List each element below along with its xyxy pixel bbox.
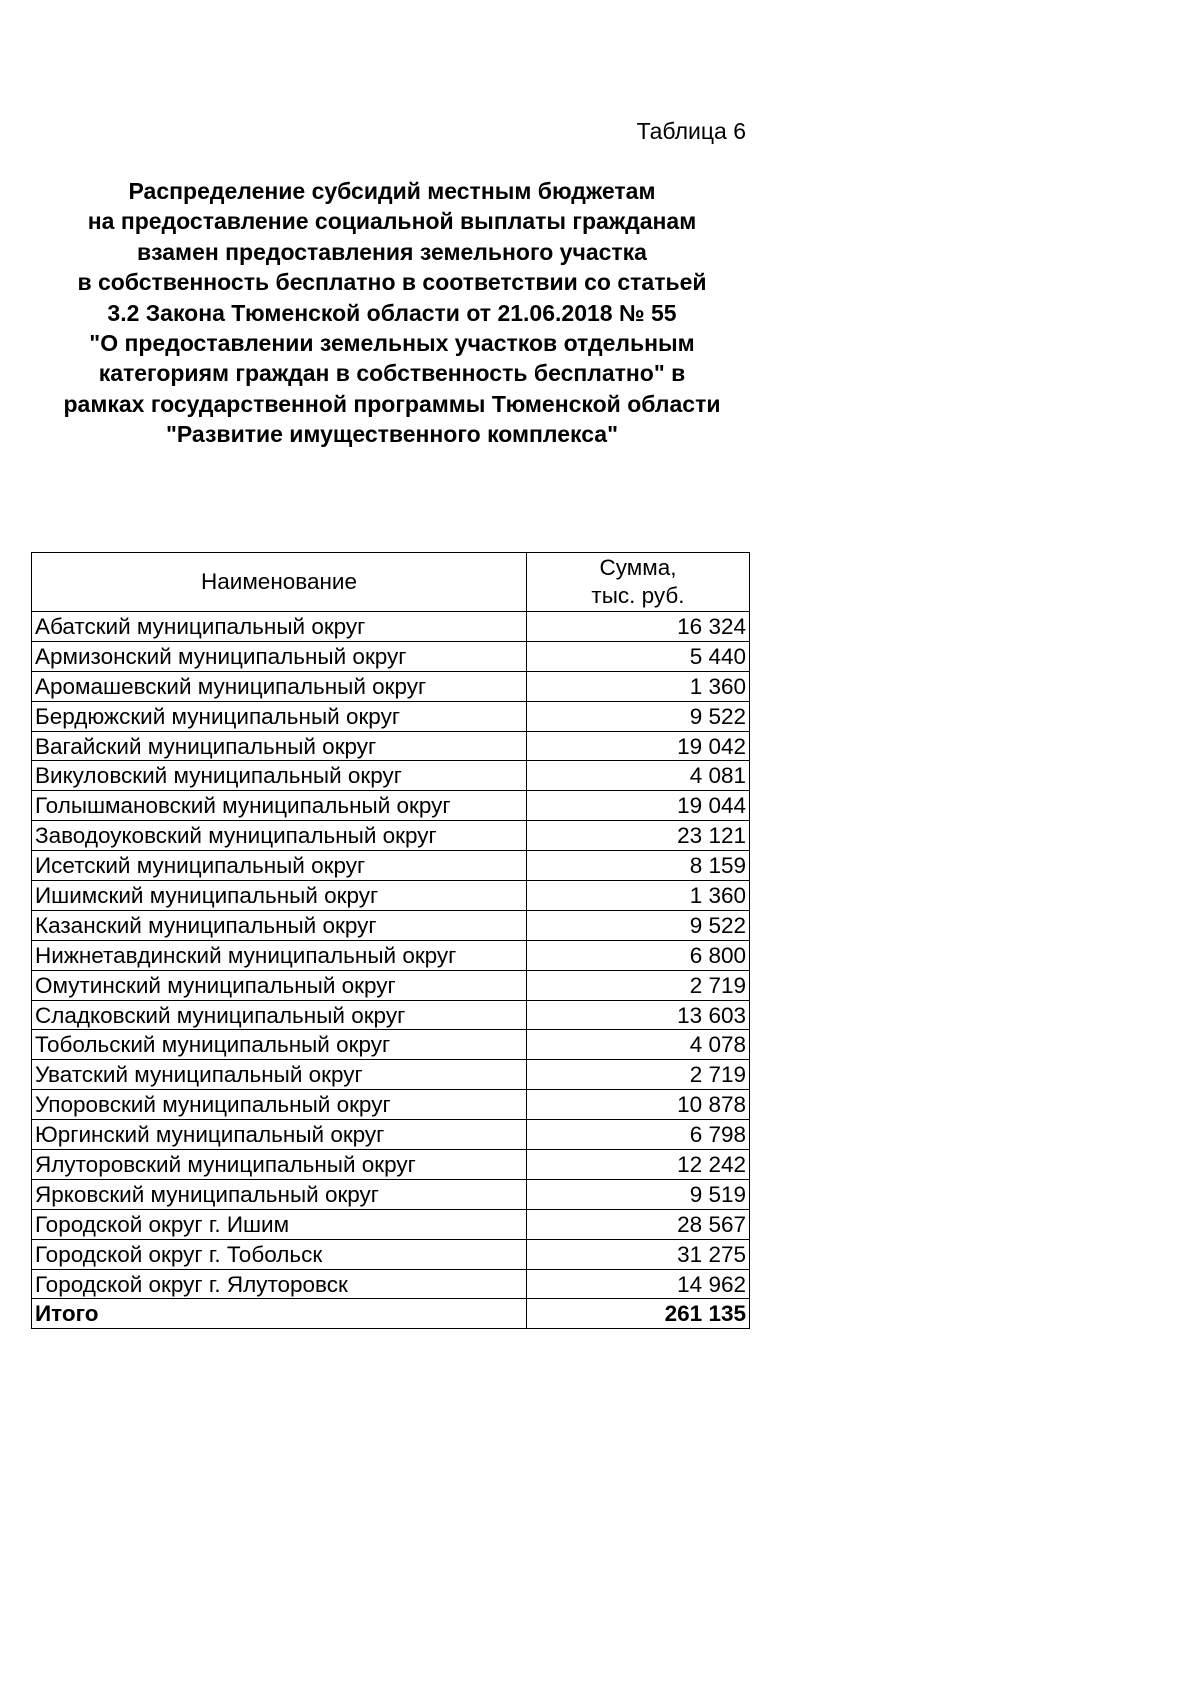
table-row: [32, 641, 750, 671]
row-sum: 10 878: [527, 1090, 750, 1120]
row-sum: 1 360: [527, 671, 750, 701]
header-sum-line2: тыс. руб.: [591, 583, 685, 608]
row-name: Ишимский муниципальный округ: [32, 881, 527, 911]
row-sum: 1 360: [527, 881, 750, 911]
table-row: [32, 910, 750, 940]
title-line: "О предоставлении земельных участков отдельным: [89, 330, 695, 357]
row-sum: 6 800: [527, 940, 750, 970]
table-row: [32, 940, 750, 970]
title-line: на предоставление социальной выплаты гражданам: [87, 208, 697, 235]
row-name: Абатский муниципальный округ: [32, 612, 527, 642]
row-sum: 2 719: [527, 970, 750, 1000]
table-row: [32, 1120, 750, 1150]
table-row: [32, 1090, 750, 1120]
row-sum: 28 567: [527, 1209, 750, 1239]
table-row: [32, 821, 750, 851]
title-line: 3.2 Закона Тюменской области от 21.06.2018 № 55: [107, 299, 677, 326]
subsidy-distribution-table: [31, 552, 750, 1329]
row-sum: 16 324: [527, 612, 750, 642]
table-row: [32, 1239, 750, 1269]
row-name: Нижнетавдинский муниципальный округ: [32, 940, 527, 970]
table-row: [32, 881, 750, 911]
header-sum-line1: Сумма,: [599, 555, 677, 580]
table-body: [32, 612, 750, 1329]
row-name: Бердюжский муниципальный округ: [32, 701, 527, 731]
row-sum: 9 522: [527, 910, 750, 940]
table-row: [32, 612, 750, 642]
row-sum: 2 719: [527, 1060, 750, 1090]
row-sum: 4 078: [527, 1030, 750, 1060]
row-sum: 19 044: [527, 791, 750, 821]
table-row: [32, 1269, 750, 1299]
table-row: [32, 1030, 750, 1060]
table-row: [32, 1150, 750, 1180]
header-sum: [527, 553, 750, 612]
row-name: Аромашевский муниципальный округ: [32, 671, 527, 701]
row-name: Армизонский муниципальный округ: [32, 641, 527, 671]
total-row: [32, 1299, 750, 1329]
row-sum: 12 242: [527, 1150, 750, 1180]
table-row: [32, 1179, 750, 1209]
table-row: [32, 791, 750, 821]
total-sum: 261 135: [527, 1299, 750, 1329]
table-row: [32, 701, 750, 731]
title-line: Распределение субсидий местным бюджетам: [128, 178, 656, 204]
row-sum: 8 159: [527, 851, 750, 881]
table-row: [32, 970, 750, 1000]
row-name: Юргинский муниципальный округ: [32, 1120, 527, 1150]
row-sum: 23 121: [527, 821, 750, 851]
table-row: [32, 761, 750, 791]
row-name: Городской округ г. Тобольск: [32, 1239, 527, 1269]
row-sum: 9 522: [527, 701, 750, 731]
row-name: Упоровский муниципальный округ: [32, 1090, 527, 1120]
row-sum: 6 798: [527, 1120, 750, 1150]
row-sum: 4 081: [527, 761, 750, 791]
table-row: [32, 1060, 750, 1090]
title-line: "Развитие имущественного комплекса": [165, 421, 618, 448]
row-sum: 14 962: [527, 1269, 750, 1299]
table-number: Таблица 6: [636, 118, 746, 144]
title-line: категориям граждан в собственность бесплатно" в: [98, 360, 686, 387]
row-name: Казанский муниципальный округ: [32, 910, 527, 940]
table-row: [32, 851, 750, 881]
title-line: взамен предоставления земельного участка: [137, 238, 647, 265]
table-row: [32, 731, 750, 761]
row-name: Тобольский муниципальный округ: [32, 1030, 527, 1060]
row-sum: 9 519: [527, 1179, 750, 1209]
row-name: Голышмановский муниципальный округ: [32, 791, 527, 821]
row-name: Исетский муниципальный округ: [32, 851, 527, 881]
row-name: Омутинский муниципальный округ: [32, 970, 527, 1000]
title-line: в собственность бесплатно в соответствии со статьей: [77, 269, 707, 296]
row-name: Городской округ г. Ишим: [32, 1209, 527, 1239]
table-row: [32, 671, 750, 701]
table-header-row: [32, 553, 750, 612]
total-label: Итого: [32, 1299, 527, 1329]
row-name: Викуловский муниципальный округ: [32, 761, 527, 791]
row-sum: 5 440: [527, 641, 750, 671]
table-row: [32, 1209, 750, 1239]
row-name: Сладковский муниципальный округ: [32, 1000, 527, 1030]
row-name: Уватский муниципальный округ: [32, 1060, 527, 1090]
row-sum: 31 275: [527, 1239, 750, 1269]
row-sum: 13 603: [527, 1000, 750, 1030]
title-line: рамках государственной программы Тюменской области: [63, 390, 721, 417]
table-row: [32, 1000, 750, 1030]
document-title: [32, 176, 752, 450]
header-name: Наименование: [32, 553, 527, 612]
row-name: Ярковский муниципальный округ: [32, 1179, 527, 1209]
row-name: Ялуторовский муниципальный округ: [32, 1150, 527, 1180]
row-name: Заводоуковский муниципальный округ: [32, 821, 527, 851]
row-name: Вагайский муниципальный округ: [32, 731, 527, 761]
row-sum: 19 042: [527, 731, 750, 761]
row-name: Городской округ г. Ялуторовск: [32, 1269, 527, 1299]
